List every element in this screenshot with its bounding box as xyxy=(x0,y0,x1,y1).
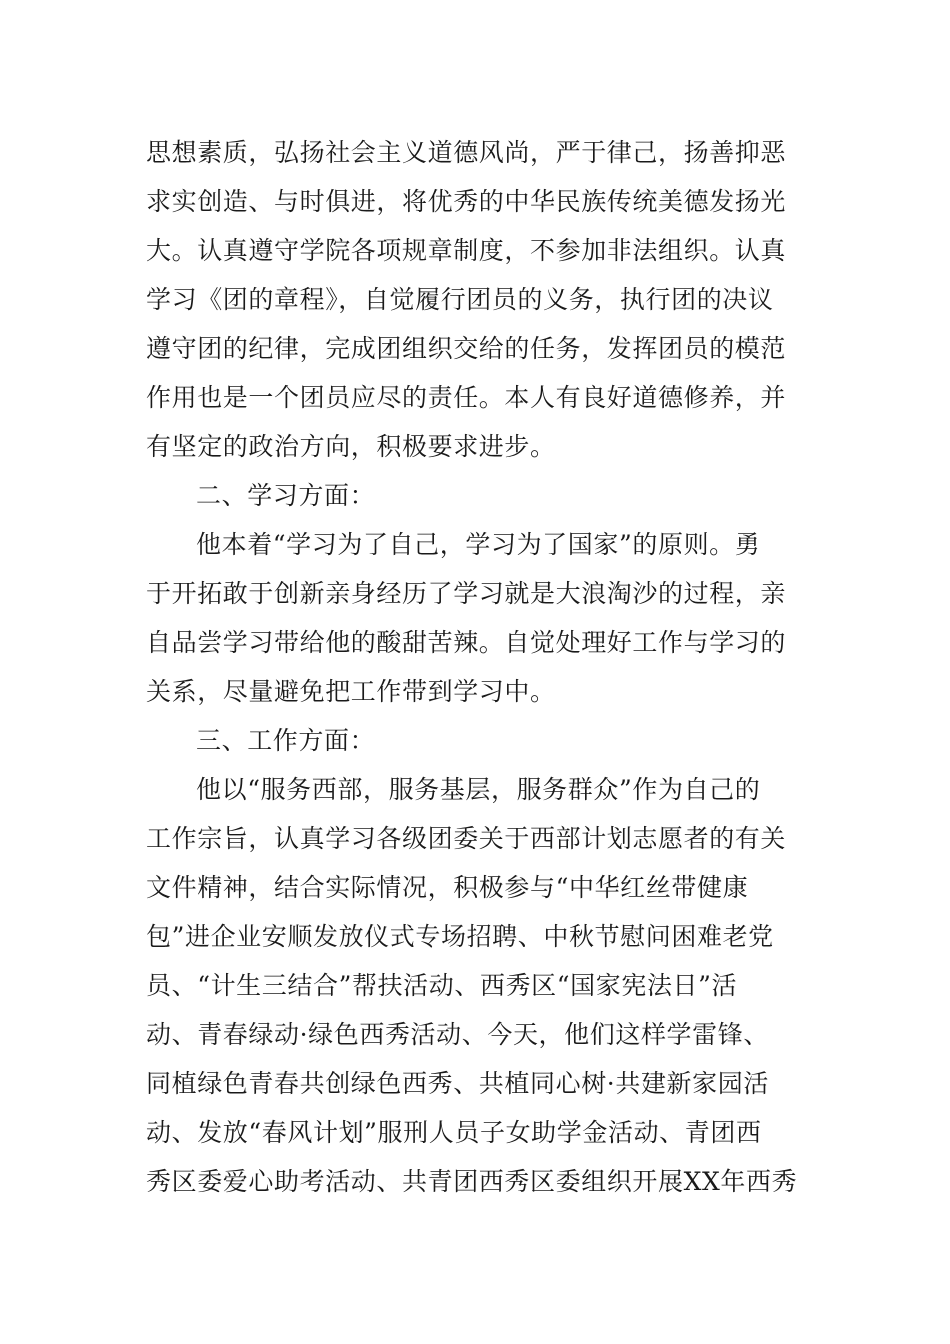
text-line: 作用也是一个团员应尽的责任。本人有良好道德修养，并 xyxy=(146,383,787,412)
text-line: 大。认真遵守学院各项规章制度，不参加非法组织。认真 xyxy=(146,236,787,265)
text-line: 有坚定的政治方向，积极要求进步。 xyxy=(146,432,556,461)
text-line: 包”进企业安顺发放仪式专场招聘、中秋节慰问困难老党 xyxy=(146,922,774,951)
text-line: 员、“计生三结合”帮扶活动、西秀区“国家宪法日”活 xyxy=(146,971,738,1000)
text-line: 遵守团的纪律，完成团组织交给的任务，发挥团员的模范 xyxy=(146,334,787,363)
text-line: 求实创造、与时俱进，将优秀的中华民族传统美德发扬光 xyxy=(146,187,787,216)
text-line: 工作宗旨，认真学习各级团委关于西部计划志愿者的有关 xyxy=(146,824,787,853)
text-line: 同植绿色青春共创绿色西秀、共植同心树·共建新家园活 xyxy=(146,1069,769,1098)
section-heading-study: 二、学习方面： xyxy=(196,481,376,510)
text-line: 他本着“学习为了自己，学习为了国家”的原则。勇 xyxy=(196,530,761,559)
text-line: 思想素质，弘扬社会主义道德风尚，严于律己，扬善抑恶 xyxy=(146,138,787,167)
section-heading-work: 三、工作方面： xyxy=(196,726,376,755)
text-line: 动、发放“春风计划”服刑人员子女助学金活动、青团西 xyxy=(146,1118,762,1147)
text-line: 学习《团的章程》，自觉履行团员的义务，执行团的决议 xyxy=(146,285,774,314)
text-line: 他以“服务西部，服务基层，服务群众”作为自己的 xyxy=(196,775,761,804)
text-line: 动、青春绿动·绿色西秀活动、今天，他们这样学雷锋、 xyxy=(146,1020,769,1049)
text-line: 秀区委爱心助考活动、共青团西秀区委组织开展XX年西秀 xyxy=(146,1167,798,1196)
text-line: 关系，尽量避免把工作带到学习中。 xyxy=(146,677,556,706)
text-line: 于开拓敢于创新亲身经历了学习就是大浪淘沙的过程，亲 xyxy=(146,579,787,608)
text-line: 文件精神，结合实际情况，积极参与“中华红丝带健康 xyxy=(146,873,749,902)
document-body xyxy=(146,128,806,1206)
text-line: 自品尝学习带给他的酸甜苦辣。自觉处理好工作与学习的 xyxy=(146,628,787,657)
